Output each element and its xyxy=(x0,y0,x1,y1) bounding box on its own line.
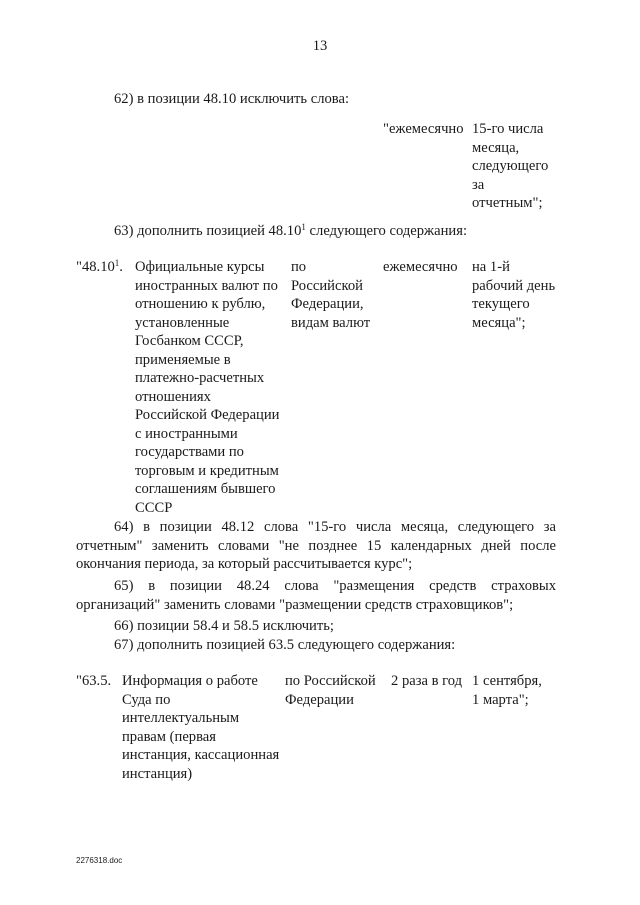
page-number: 13 xyxy=(312,38,328,54)
item-63-row-scope: по Российской Федерации, видам валют xyxy=(291,259,371,331)
item-64-line-1: 64) в позиции 48.12 слова "15-го числа месяца, следующего за xyxy=(114,519,556,535)
item-62-intro: 62) в позиции 48.10 исключить слова: xyxy=(114,91,350,107)
item-63-row-deadline: на 1-й рабочий день текущего месяца"; xyxy=(472,259,556,331)
code-sup: 1 xyxy=(114,258,120,268)
code-suffix: . xyxy=(119,259,123,275)
item-67-row-periodicity: 2 раза в год xyxy=(391,673,463,689)
item-63-row-name: Официальные курсы иностранных валют по отношению к рублю, установленные Госбанком СССР, применяемые в платежно-расчетных отношениях Российской Федерации с иностранными государствами по торговым и кредитным соглашениям бывшего СССР xyxy=(135,259,280,516)
item-63-intro-text: 63) дополнить позицией 48.10 xyxy=(114,223,302,239)
item-64-line-3: окончания периода, за который рассчитывается курс"; xyxy=(76,556,413,572)
item-63-row-periodicity: ежемесячно xyxy=(383,259,458,275)
item-65-line-1: 65) в позиции 48.24 слова "размещения средств страховых xyxy=(114,578,556,594)
item-64-line-2: отчетным" заменить словами "не позднее 15 календарных дней после xyxy=(76,537,556,554)
item-63-intro-sup: 1 xyxy=(301,222,306,232)
item-66: 66) позиции 58.4 и 58.5 исключить; xyxy=(114,618,334,634)
item-63-row-code xyxy=(76,258,123,277)
code-text: "48.10 xyxy=(76,259,115,275)
item-67-intro: 67) дополнить позицией 63.5 следующего содержания: xyxy=(114,637,456,653)
item-67-row-scope: по Российской Федерации xyxy=(285,673,376,708)
item-65-line-2: организаций" заменить словами "размещении средств страховщиков"; xyxy=(76,596,514,613)
footer-filename: 2276318.doc xyxy=(76,856,123,865)
item-65 xyxy=(76,577,556,614)
item-62-periodicity: "ежемесячно xyxy=(383,121,464,137)
item-67-row-code: "63.5. xyxy=(76,673,112,689)
item-63-intro-tail: следующего содержания: xyxy=(305,223,468,239)
item-62-deadline: 15-го числа месяца, следующего за отчетным"; xyxy=(472,121,549,211)
item-64 xyxy=(76,518,556,574)
item-63-intro xyxy=(114,222,467,241)
item-67-row-deadline: 1 сентября, 1 марта"; xyxy=(472,673,542,708)
item-67-row-name: Информация о работе Суда по интеллектуальным правам (первая инстанция, кассационная инстанция) xyxy=(122,673,280,782)
